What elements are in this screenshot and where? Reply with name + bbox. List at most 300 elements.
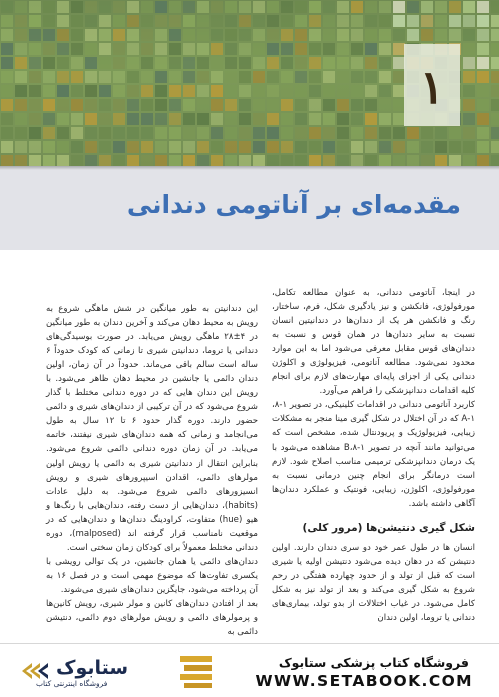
- mosaic-tile: [309, 113, 321, 125]
- mosaic-tile: [267, 85, 279, 97]
- mosaic-tile: [253, 127, 265, 139]
- mosaic-tile: [323, 43, 335, 55]
- mosaic-tile: [43, 71, 55, 83]
- mosaic-tile: [309, 15, 321, 27]
- mosaic-tile: [491, 43, 499, 55]
- paragraph: این دندانیتن به طور میانگین در شش ماهگی شروع به رویش به محیط دهان می‌کند و آخرین دندان به طور میانگین در ۴±۲۸ ماهگی رویش می‌یابد. در صورت بوسیدگی‌های دندانی یا تروما، دندانیتن شیری تا زمانی که کودک حدوداً ۶ ساله است سالم باقی می‌ماند. حدوداً در آن زمان، اولین دندان دائمی یا جانشین در محیط دهان ظاهر می‌شود. با رویش این دندان هایی که در دوره دندانی مختلط با گذار شروع می‌شود که در آن ترکیبی از دندان‌های شیری و دائمی حضور دارند. دوره گذار حدود ۶ تا ۱۲ سال به طول می‌انجامد و زمانی که همه دندان‌های شیری نیفتند، خاتمه می‌یابد. در آن زمان دوره دندانی دائمی شروع می‌شود. بنابراین انتقال از دندانیتن شیری به دائمی یا رویش اولین مولرهای دائمی، اقدادن اسیپرورهای شیری و رویش انسیزورهای دائمی شروع می‌شود. به دلیل عادات (habits)، دندان‌هایی از دست رفته، دندان‌هایی با رنگ‌ها و هیو (hue) متفاوت، کراودینگ دندان‌ها و دندان‌هایی که در موقعیت نامناسب قرار گرفته اند (malposed)، دوره دندانی مختلط معمولاً برای کودکان زمان سختی است.: [46, 304, 259, 553]
- mosaic-tile: [267, 71, 279, 83]
- mosaic-tile: [253, 99, 265, 111]
- mosaic-tile: [435, 15, 447, 27]
- mosaic-tile: [1, 141, 13, 153]
- mosaic-tile: [477, 43, 489, 55]
- mosaic-tile: [267, 43, 279, 55]
- paragraph: دندان‌های دائمی یا همان جانشین، در یک توالی رویشی با یکسری تفاوت‌ها که موضوع مهمی است و در فصل ۱۶ به آن پرداخته می‌شود، جایگزین دندان‌های شیری می‌شوند.: [46, 556, 258, 595]
- mosaic-tile: [253, 113, 265, 125]
- mosaic-tile: [71, 127, 83, 139]
- mosaic-tile: [57, 71, 69, 83]
- mosaic-tile: [351, 71, 363, 83]
- mosaic-tile: [29, 43, 41, 55]
- mosaic-tile: [281, 15, 293, 27]
- mosaic-tile: [239, 15, 251, 27]
- mosaic-tile: [225, 113, 237, 125]
- mosaic-tile: [281, 127, 293, 139]
- mosaic-tile: [239, 1, 251, 13]
- mosaic-tile: [43, 1, 55, 13]
- mosaic-tile: [197, 99, 209, 111]
- mosaic-tile: [127, 141, 139, 153]
- mosaic-tile: [155, 29, 167, 41]
- mosaic-tile: [57, 127, 69, 139]
- mosaic-tile: [379, 1, 391, 13]
- paragraph: انسان ها در طول عمر خود دو سری دندان دارند. اولین دنتیشن که در دهان دیده می‌شود دنتیشن اولیه یا شیری است که قبل از تولد و از حدود چهارده هفتگی در رحم شروع به شکل گیری می‌کند و بعد از تولد نیز به شکل کامل می‌شود. در غیاب اختلالات از بدو تولد، بیماری‌های دندانی یا تروما، اولین دندان: [272, 542, 475, 624]
- mosaic-tile: [113, 99, 125, 111]
- mosaic-tile: [15, 43, 27, 55]
- mosaic-tile: [477, 71, 489, 83]
- mosaic-tile: [365, 15, 377, 27]
- mosaic-tile: [15, 85, 27, 97]
- mosaic-tile: [407, 1, 419, 13]
- mosaic-tile: [295, 85, 307, 97]
- mosaic-tile: [169, 57, 181, 69]
- mosaic-tile: [197, 29, 209, 41]
- mosaic-tile: [155, 127, 167, 139]
- mosaic-tile: [29, 71, 41, 83]
- mosaic-tile: [421, 15, 433, 27]
- mosaic-tile: [379, 43, 391, 55]
- mosaic-tile: [15, 71, 27, 83]
- mosaic-tile: [281, 57, 293, 69]
- mosaic-tile: [323, 113, 335, 125]
- mosaic-tile: [337, 127, 349, 139]
- mosaic-tile: [29, 127, 41, 139]
- mosaic-tile: [463, 43, 475, 55]
- mosaic-tile: [393, 15, 405, 27]
- mosaic-tile: [253, 71, 265, 83]
- mosaic-tile: [351, 113, 363, 125]
- mosaic-tile: [169, 85, 181, 97]
- mosaic-tile: [15, 127, 27, 139]
- mosaic-tile: [379, 57, 391, 69]
- mosaic-tile: [351, 29, 363, 41]
- mosaic-tile: [141, 57, 153, 69]
- mosaic-tile: [281, 99, 293, 111]
- mosaic-tile: [113, 43, 125, 55]
- mosaic-tile: [43, 57, 55, 69]
- mosaic-tile: [379, 85, 391, 97]
- mosaic-tile: [43, 85, 55, 97]
- mosaic-tile: [169, 127, 181, 139]
- mosaic-tile: [477, 99, 489, 111]
- mosaic-tile: [239, 71, 251, 83]
- mosaic-tile: [43, 15, 55, 27]
- mosaic-tile: [435, 127, 447, 139]
- mosaic-tile: [421, 1, 433, 13]
- mosaic-tile: [351, 85, 363, 97]
- mosaic-tile: [155, 113, 167, 125]
- mosaic-tile: [225, 57, 237, 69]
- mosaic-tile: [295, 29, 307, 41]
- mosaic-tile: [309, 1, 321, 13]
- mosaic-tile: [449, 141, 461, 153]
- mosaic-tile: [477, 127, 489, 139]
- mosaic-tile: [43, 99, 55, 111]
- mosaic-tile: [351, 57, 363, 69]
- right-column: [272, 286, 475, 625]
- paragraph: بعد از افتادن دندان‌های کانین و مولر شیری، رویش کانین‌ها و پرمولرهای دائمی و رویش مولرهای دوم دائمی، دنتیشن دائمی به: [46, 598, 258, 638]
- mosaic-tile: [295, 1, 307, 13]
- mosaic-tile: [183, 127, 195, 139]
- mosaic-tile: [253, 43, 265, 55]
- mosaic-tile: [463, 85, 475, 97]
- mosaic-tile: [295, 113, 307, 125]
- mosaic-tile: [99, 57, 111, 69]
- mosaic-tile: [337, 43, 349, 55]
- mosaic-tile: [337, 85, 349, 97]
- mosaic-tile: [85, 57, 97, 69]
- mosaic-tile: [365, 29, 377, 41]
- mosaic-tile: [477, 29, 489, 41]
- mosaic-tile: [113, 127, 125, 139]
- mosaic-tile: [225, 1, 237, 13]
- mosaic-tile: [407, 141, 419, 153]
- mosaic-tile: [477, 57, 489, 69]
- mosaic-tile: [295, 99, 307, 111]
- mosaic-tile: [113, 141, 125, 153]
- mosaic-tile: [29, 113, 41, 125]
- mosaic-tile: [197, 15, 209, 27]
- mosaic-tile: [239, 113, 251, 125]
- mosaic-tile: [309, 43, 321, 55]
- mosaic-tile: [169, 1, 181, 13]
- mosaic-tile: [169, 113, 181, 125]
- mosaic-tile: [99, 71, 111, 83]
- mosaic-tile: [365, 71, 377, 83]
- mosaic-tile: [85, 113, 97, 125]
- mosaic-tile: [99, 85, 111, 97]
- mosaic-tile: [337, 141, 349, 153]
- mosaic-tile: [43, 113, 55, 125]
- mosaic-tile: [85, 71, 97, 83]
- mosaic-tile: [225, 71, 237, 83]
- mosaic-tile: [295, 71, 307, 83]
- mosaic-tile: [239, 141, 251, 153]
- mosaic-tile: [113, 71, 125, 83]
- store-name: فروشگاه کتاب پزشکی ستابوک: [278, 655, 469, 670]
- mosaic-tile: [71, 1, 83, 13]
- mosaic-tile: [463, 71, 475, 83]
- mosaic-tile: [477, 141, 489, 153]
- mosaic-tile: [197, 43, 209, 55]
- mosaic-tile: [127, 71, 139, 83]
- mosaic-tile: [113, 1, 125, 13]
- mosaic-tile: [323, 127, 335, 139]
- mosaic-tile: [393, 57, 405, 69]
- mosaic-tile: [71, 15, 83, 27]
- mosaic-tile: [141, 85, 153, 97]
- mosaic-tile: [1, 127, 13, 139]
- mosaic-tile: [183, 1, 195, 13]
- mosaic-tile: [379, 15, 391, 27]
- mosaic-tile: [309, 71, 321, 83]
- mosaic-tile: [155, 71, 167, 83]
- mosaic-tile: [365, 99, 377, 111]
- chapter-title: مقدمه‌ای بر آناتومی دندانی: [126, 190, 461, 219]
- mosaic-tile: [113, 85, 125, 97]
- mosaic-tile: [267, 113, 279, 125]
- mosaic-tile: [295, 15, 307, 27]
- mosaic-tile: [393, 1, 405, 13]
- mosaic-tile: [71, 141, 83, 153]
- mosaic-tile: [295, 57, 307, 69]
- mosaic-tile: [267, 127, 279, 139]
- mosaic-tile: [351, 1, 363, 13]
- mosaic-tile: [239, 85, 251, 97]
- mosaic-tile: [281, 113, 293, 125]
- mosaic-tile: [239, 29, 251, 41]
- mosaic-tile: [225, 15, 237, 27]
- mosaic-tile: [57, 29, 69, 41]
- mosaic-tile: [155, 57, 167, 69]
- mosaic-tile: [29, 99, 41, 111]
- mosaic-tile: [379, 71, 391, 83]
- mosaic-tile: [99, 141, 111, 153]
- mosaic-tile: [29, 141, 41, 153]
- mosaic-tile: [309, 29, 321, 41]
- mosaic-tile: [239, 99, 251, 111]
- mosaic-tile: [57, 57, 69, 69]
- mosaic-tile: [141, 71, 153, 83]
- mosaic-tile: [15, 141, 27, 153]
- mosaic-tile: [463, 99, 475, 111]
- mosaic-tile: [463, 113, 475, 125]
- mosaic-tile: [421, 29, 433, 41]
- mosaic-tile: [491, 141, 499, 153]
- mosaic-tile: [211, 127, 223, 139]
- mosaic-tile: [281, 1, 293, 13]
- mosaic-tile: [211, 57, 223, 69]
- mosaic-tile: [323, 71, 335, 83]
- mosaic-tile: [57, 85, 69, 97]
- chapter-number: ۱: [419, 60, 445, 114]
- mosaic-tile: [85, 43, 97, 55]
- mosaic-tile: [99, 99, 111, 111]
- mosaic-tile: [169, 29, 181, 41]
- mosaic-tile: [337, 15, 349, 27]
- mosaic-tile: [281, 141, 293, 153]
- mosaic-tile: [267, 99, 279, 111]
- mosaic-tile: [113, 15, 125, 27]
- mosaic-tile: [197, 1, 209, 13]
- mosaic-tile: [85, 15, 97, 27]
- mosaic-tile: [365, 57, 377, 69]
- mosaic-tile: [183, 113, 195, 125]
- mosaic-tile: [1, 99, 13, 111]
- mosaic-tile: [225, 29, 237, 41]
- mosaic-tile: [85, 127, 97, 139]
- logo-text: ستابوک: [56, 657, 129, 679]
- mosaic-tile: [365, 113, 377, 125]
- mosaic-tile: [239, 43, 251, 55]
- mosaic-tile: [141, 43, 153, 55]
- mosaic-tile: [141, 127, 153, 139]
- mosaic-tile: [267, 29, 279, 41]
- mosaic-tile: [15, 99, 27, 111]
- mosaic-tile: [295, 127, 307, 139]
- mosaic-tile: [449, 15, 461, 27]
- mosaic-tile: [197, 71, 209, 83]
- mosaic-tile: [267, 141, 279, 153]
- mosaic-tile: [71, 71, 83, 83]
- mosaic-tile: [141, 1, 153, 13]
- mosaic-tile: [211, 1, 223, 13]
- mosaic-tile: [155, 43, 167, 55]
- mosaic-tile: [337, 1, 349, 13]
- mosaic-tile: [351, 99, 363, 111]
- mosaic-tile: [337, 29, 349, 41]
- mosaic-tile: [57, 99, 69, 111]
- mosaic-tile: [211, 43, 223, 55]
- mosaic-tile: [113, 29, 125, 41]
- mosaic-tile: [351, 43, 363, 55]
- mosaic-tile: [127, 29, 139, 41]
- mosaic-tile: [365, 43, 377, 55]
- mosaic-tile: [253, 29, 265, 41]
- mosaic-tile: [393, 71, 405, 83]
- mosaic-tile: [393, 99, 405, 111]
- mosaic-tile: [435, 29, 447, 41]
- paragraph: کاربرد آناتومی دندانی در اقدامات کلینیکی، در تصویر ۱-۸، ۱-A که در آن اختلال در شکل گیری مینا منجر به مشکلات زیبایی، فیزیولوژیک و پریودنتال شده، مشخص است که می‌توانید مانند آنچه در تصویر ۱-B،۸ مشاهده می‌شود با یک درمان دندانپزشکی ترمیمی مناسب اصلاح شود. لازم است درمانگر برای انجام چنین درمانی نسبت به مورفولوژی، اکلوژن، زیبایی، فونتیک و عملکرد دندان‌ها آگاهی داشته باشد.: [272, 400, 476, 509]
- mosaic-tile: [1, 43, 13, 55]
- mosaic-tile: [421, 127, 433, 139]
- mosaic-tile: [281, 43, 293, 55]
- mosaic-tile: [449, 127, 461, 139]
- mosaic-tile: [43, 29, 55, 41]
- mosaic-tile: [225, 85, 237, 97]
- mosaic-tile: [85, 99, 97, 111]
- mosaic-tile: [43, 141, 55, 153]
- mosaic-tile: [253, 15, 265, 27]
- mosaic-tile: [155, 1, 167, 13]
- mosaic-tile: [15, 15, 27, 27]
- mosaic-tile: [155, 141, 167, 153]
- mosaic-tile: [1, 57, 13, 69]
- mosaic-tile: [267, 1, 279, 13]
- mosaic-tile: [197, 127, 209, 139]
- mosaic-tile: [197, 57, 209, 69]
- mosaic-tile: [309, 57, 321, 69]
- mosaic-tile: [141, 99, 153, 111]
- chapter-header-mosaic: [0, 0, 499, 168]
- logo-subtitle: فروشگاه اینترنتی کتاب: [36, 679, 108, 688]
- mosaic-tile: [99, 43, 111, 55]
- mosaic-tile: [491, 15, 499, 27]
- mosaic-tile: [435, 1, 447, 13]
- mosaic-tile: [211, 85, 223, 97]
- mosaic-tile: [491, 1, 499, 13]
- mosaic-tile: [99, 15, 111, 27]
- mosaic-tile: [323, 57, 335, 69]
- mosaic-tile: [99, 113, 111, 125]
- mosaic-tile: [1, 85, 13, 97]
- mosaic-tile: [71, 85, 83, 97]
- mosaic-tile: [393, 85, 405, 97]
- mosaic-tile: [393, 127, 405, 139]
- mosaic-tile: [85, 1, 97, 13]
- mosaic-tile: [351, 141, 363, 153]
- mosaic-tile: [379, 141, 391, 153]
- mosaic-tile: [211, 15, 223, 27]
- mosaic-tile: [211, 71, 223, 83]
- mosaic-tile: [183, 71, 195, 83]
- mosaic-tile: [253, 141, 265, 153]
- mosaic-tile: [155, 85, 167, 97]
- mosaic-tile: [15, 113, 27, 125]
- mosaic-tile: [155, 99, 167, 111]
- mosaic-tile: [113, 57, 125, 69]
- mosaic-tile: [281, 85, 293, 97]
- mosaic-tile: [239, 127, 251, 139]
- mosaic-tile: [491, 71, 499, 83]
- mosaic-tile: [449, 29, 461, 41]
- mosaic-tile: [351, 15, 363, 27]
- mosaic-tile: [1, 29, 13, 41]
- mosaic-tile: [393, 43, 405, 55]
- mosaic-tile: [337, 99, 349, 111]
- mosaic-tile: [197, 141, 209, 153]
- mosaic-tile: [211, 113, 223, 125]
- mosaic-tile: [183, 99, 195, 111]
- mosaic-tile: [15, 1, 27, 13]
- mosaic-tile: [491, 29, 499, 41]
- mosaic-tile: [15, 29, 27, 41]
- store-url[interactable]: WWW.SETABOOK.COM: [255, 672, 473, 690]
- mosaic-tile: [183, 57, 195, 69]
- mosaic-tile: [225, 127, 237, 139]
- mosaic-tile: [477, 1, 489, 13]
- mosaic-tile: [477, 15, 489, 27]
- mosaic-tile: [491, 85, 499, 97]
- mosaic-tile: [393, 29, 405, 41]
- paragraph: در اینجا، آناتومی دندانی، به عنوان مطالعه تکامل، مورفولوژی، فانکشن و نیز یادگیری شکل، فرم، ساختار، رنگ و فانکشن هر یک از دندان‌ها در دندانیتین انسان نسبت به سایر دندان‌ها در همان قوس و نسبت به دندان‌های قوس مقابل معرفی می‌شود اما به این موارد محدود نمی‌شود. مطالعه آناتومی، فیزیولوژی و اکلوژن دندانی یکی از اجزای پایه‌ای مهارت‌های لازم برای انجام کلیه اقدامات دندانپزشکی را فراهم می‌آورد.: [272, 288, 475, 397]
- mosaic-tile: [225, 99, 237, 111]
- mosaic-tile: [337, 113, 349, 125]
- mosaic-tile: [1, 15, 13, 27]
- mosaic-tile: [253, 1, 265, 13]
- mosaic-tile: [43, 43, 55, 55]
- mosaic-tile: [113, 113, 125, 125]
- mosaic-tile: [99, 1, 111, 13]
- mosaic-tile: [393, 141, 405, 153]
- mosaic-tile: [253, 85, 265, 97]
- mosaic-tile: [407, 127, 419, 139]
- mosaic-tile: [71, 113, 83, 125]
- mosaic-tile: [197, 85, 209, 97]
- mosaic-tile: [57, 15, 69, 27]
- mosaic-tile: [169, 141, 181, 153]
- mosaic-tile: [393, 113, 405, 125]
- mosaic-tile: [15, 57, 27, 69]
- mosaic-tile: [211, 141, 223, 153]
- mosaic-tile: [57, 141, 69, 153]
- mosaic-tile: [29, 57, 41, 69]
- mosaic-tile: [477, 85, 489, 97]
- mosaic-tile: [29, 29, 41, 41]
- mosaic-tile: [211, 99, 223, 111]
- mosaic-tile: [99, 127, 111, 139]
- mosaic-tile: [71, 99, 83, 111]
- mosaic-tile: [1, 113, 13, 125]
- mosaic-tile: [491, 127, 499, 139]
